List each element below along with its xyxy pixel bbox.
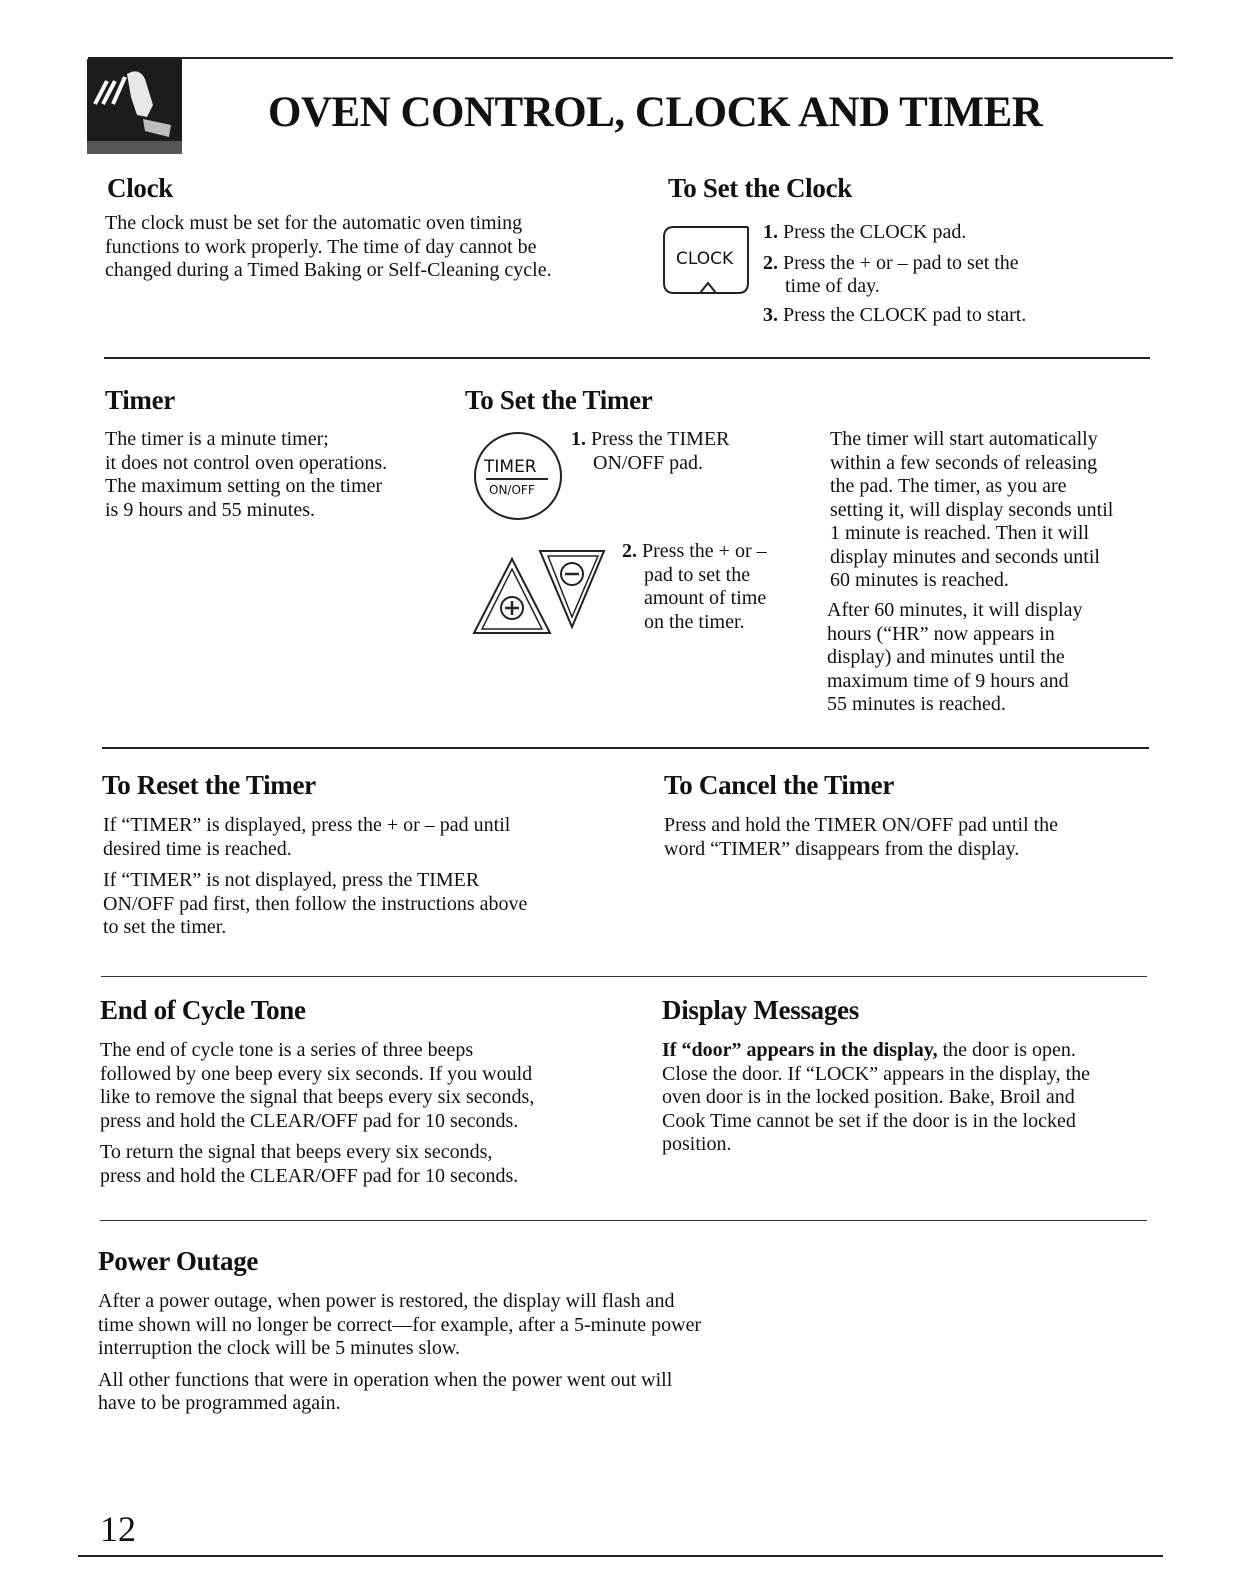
section-divider — [104, 357, 1150, 359]
clock-heading: Clock — [107, 173, 174, 203]
cancel-timer-text: Press and hold the TIMER ON/OFF pad until the word “TIMER” disappears from the display. — [664, 814, 1059, 860]
timer-pad-label: TIMER — [484, 457, 537, 477]
timer-note-1: The timer will start automatically within a few seconds of releasing the pad. The timer, as you are setting it, will display seconds until 1 minute is reached. Then it will display minutes and seconds until 60 minutes is reached. — [830, 428, 1114, 591]
power-outage-text: After a power outage, when power is restored, the display will flash and time shown will no longer be correct—for example, after a 5-minute power interruption the clock will be 5 minutes slow. All other functions that were in operation when the power went out will have to be programmed again. — [98, 1290, 702, 1414]
page-number: 12 — [100, 1509, 136, 1549]
timer-text: The timer is a minute timer; it does not control oven operations. The maximum setting on the timer is 9 hours and 55 minutes. — [105, 428, 388, 521]
clock-text: The clock must be set for the automatic oven timing functions to work properly. The time of day cannot be changed during a Timed Baking or Self-Cleaning cycle. — [105, 212, 552, 281]
timer-pad-sublabel: ON/OFF — [489, 483, 535, 497]
clock-pad-label: CLOCK — [676, 249, 734, 269]
bottom-rule — [78, 1555, 1163, 1557]
set-clock-step-1: 1. Press the CLOCK pad. — [763, 221, 967, 243]
plus-minus-pad-icon — [470, 545, 615, 640]
display-messages-text: If “door” appears in the display, the door is open. Close the door. If “LOCK” appears in the display, the oven door is in the locked position. Bake, Broil and Cook Time cannot be set if the door is in the locked position. — [662, 1039, 1091, 1155]
reset-timer-heading: To Reset the Timer — [102, 770, 316, 800]
timer-pad-icon — [472, 430, 564, 522]
end-cycle-text: The end of cycle tone is a series of three beeps followed by one beep every six seconds. If you would like to remove the signal that beeps every six seconds, press and hold the CLEAR/OFF pad for 10 seconds. To return the signal that beeps every six seconds, press and hold the CLEAR/OFF pad for 10 seconds. — [100, 1039, 535, 1187]
power-outage-heading: Power Outage — [98, 1246, 259, 1276]
set-timer-heading: To Set the Timer — [465, 385, 653, 415]
oven-hand-logo-icon — [87, 59, 182, 154]
section-divider — [102, 747, 1149, 749]
set-clock-steps: 1. Press the CLOCK pad. 2. Press the + or – pad to set the time of day. 3. Press the CLOCK pad to start. — [763, 218, 1026, 330]
cancel-timer-heading: To Cancel the Timer — [664, 770, 895, 800]
display-messages-heading: Display Messages — [662, 995, 859, 1025]
timer-note-2: After 60 minutes, it will display hours (“HR” now appears in display) and minutes until the maximum time of 9 hours and 55 minutes is reached. — [827, 599, 1083, 715]
top-rule — [88, 57, 1173, 59]
page-title: OVEN CONTROL, CLOCK AND TIMER — [268, 89, 1043, 136]
set-timer-step-2: 2. Press the + or – pad to set the amount of time on the timer. — [622, 540, 767, 633]
section-divider — [100, 1220, 1147, 1221]
reset-timer-text: If “TIMER” is displayed, press the + or – pad until desired time is reached. If “TIMER” is not displayed, press the TIMER ON/OFF pad first, then follow the instructions above to set the timer. — [103, 814, 528, 938]
set-clock-heading: To Set the Clock — [668, 173, 852, 203]
section-divider — [101, 976, 1147, 977]
clock-pad-icon — [662, 223, 754, 297]
set-clock-step-2: 2. Press the + or – pad to set the — [763, 252, 1019, 274]
timer-heading: Timer — [105, 385, 175, 415]
set-timer-step-1: 1. Press the TIMER ON/OFF pad. — [571, 428, 730, 474]
set-clock-step-3: 3. Press the CLOCK pad to start. — [763, 304, 1027, 326]
end-cycle-heading: End of Cycle Tone — [100, 995, 306, 1025]
